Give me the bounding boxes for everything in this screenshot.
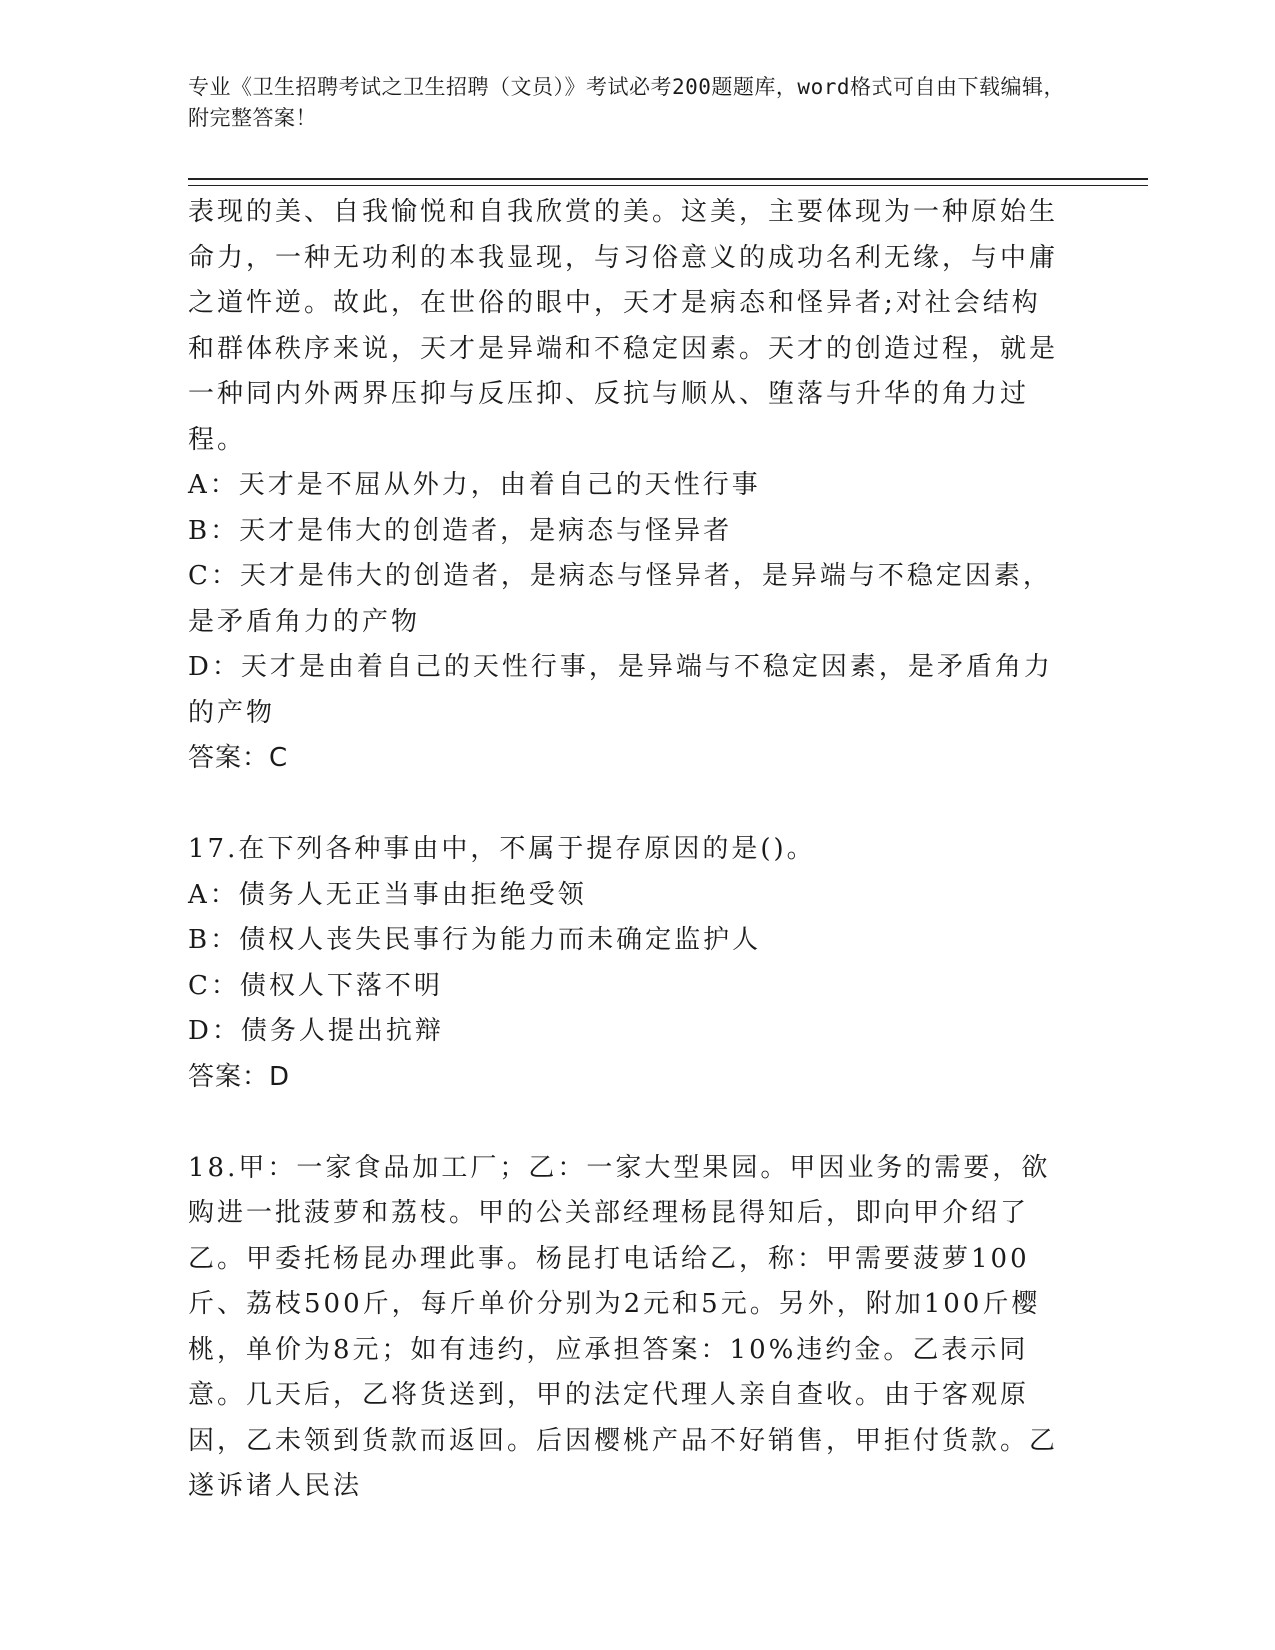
option-b: B：天才是伟大的创造者，是病态与怪异者 [188,515,733,546]
answer-line: 答案：C [188,743,289,773]
option-d: D：债务人提出抗辩 [188,1016,444,1046]
option-a: A：天才是不屈从外力，由着自己的天性行事 [188,470,761,500]
page-header: 专业《卫生招聘考试之卫生招聘（文员）》考试必考200题题库，word格式可自由下载编辑，附完整答案！ [188,75,1065,130]
option-d: D：天才是由着自己的天性行事，是异端与不稳定因素，是矛盾角力的产物 [188,652,1053,728]
spacer [188,782,1068,828]
option-c: C：天才是伟大的创造者，是病态与怪异者，是异端与不稳定因素，是矛盾角力的产物 [188,561,1052,637]
option-a: A：债务人无正当事由拒绝受领 [188,879,587,910]
header-divider [188,178,1148,186]
question-stem: 18.甲：一家食品加工厂；乙：一家大型果园。甲因业务的需要，欲购进一批菠萝和荔枝。甲的公关部经理杨昆得知后，即向甲介绍了乙。甲委托杨昆办理此事。杨昆打电话给乙，称：甲需要菠萝100斤、荔枝500斤，每斤单价分别为2元和5元。另外，附加100斤樱桃，单价为8元；如有违约，应承担答案：10%违约金。乙表示同意。几天后，乙将货送到，甲的法定代理人亲自查收。由于客观原因，乙未领到货款而返回。后因樱桃产品不好销售，甲拒付货款。乙遂诉诸人民法 [188,1152,1059,1501]
answer-line: 答案：D [188,1061,291,1092]
spacer [188,1100,1068,1146]
question-17 [188,827,1068,1100]
option-c: C：债权人下落不明 [188,970,443,1001]
question-passage: 表现的美、自我愉悦和自我欣赏的美。这美，主要体现为一种原始生命力，一种无功利的本我显现，与习俗意义的成功名利无缘，与中庸之道忤逆。故此，在世俗的眼中，天才是病态和怪异者;对社会结构和群体秩序来说，天才是异端和不稳定因素。天才的创造过程，就是一种同内外两界压抑与反压抑、反抗与顺从、堕落与升华的角力过程。 [188,197,1059,455]
question-18 [188,1146,1068,1510]
document-body [188,190,1068,1510]
question-16 [188,190,1068,782]
question-stem: 17.在下列各种事由中，不属于提存原因的是()。 [188,834,816,864]
option-b: B：债权人丧失民事行为能力而未确定监护人 [188,925,762,955]
